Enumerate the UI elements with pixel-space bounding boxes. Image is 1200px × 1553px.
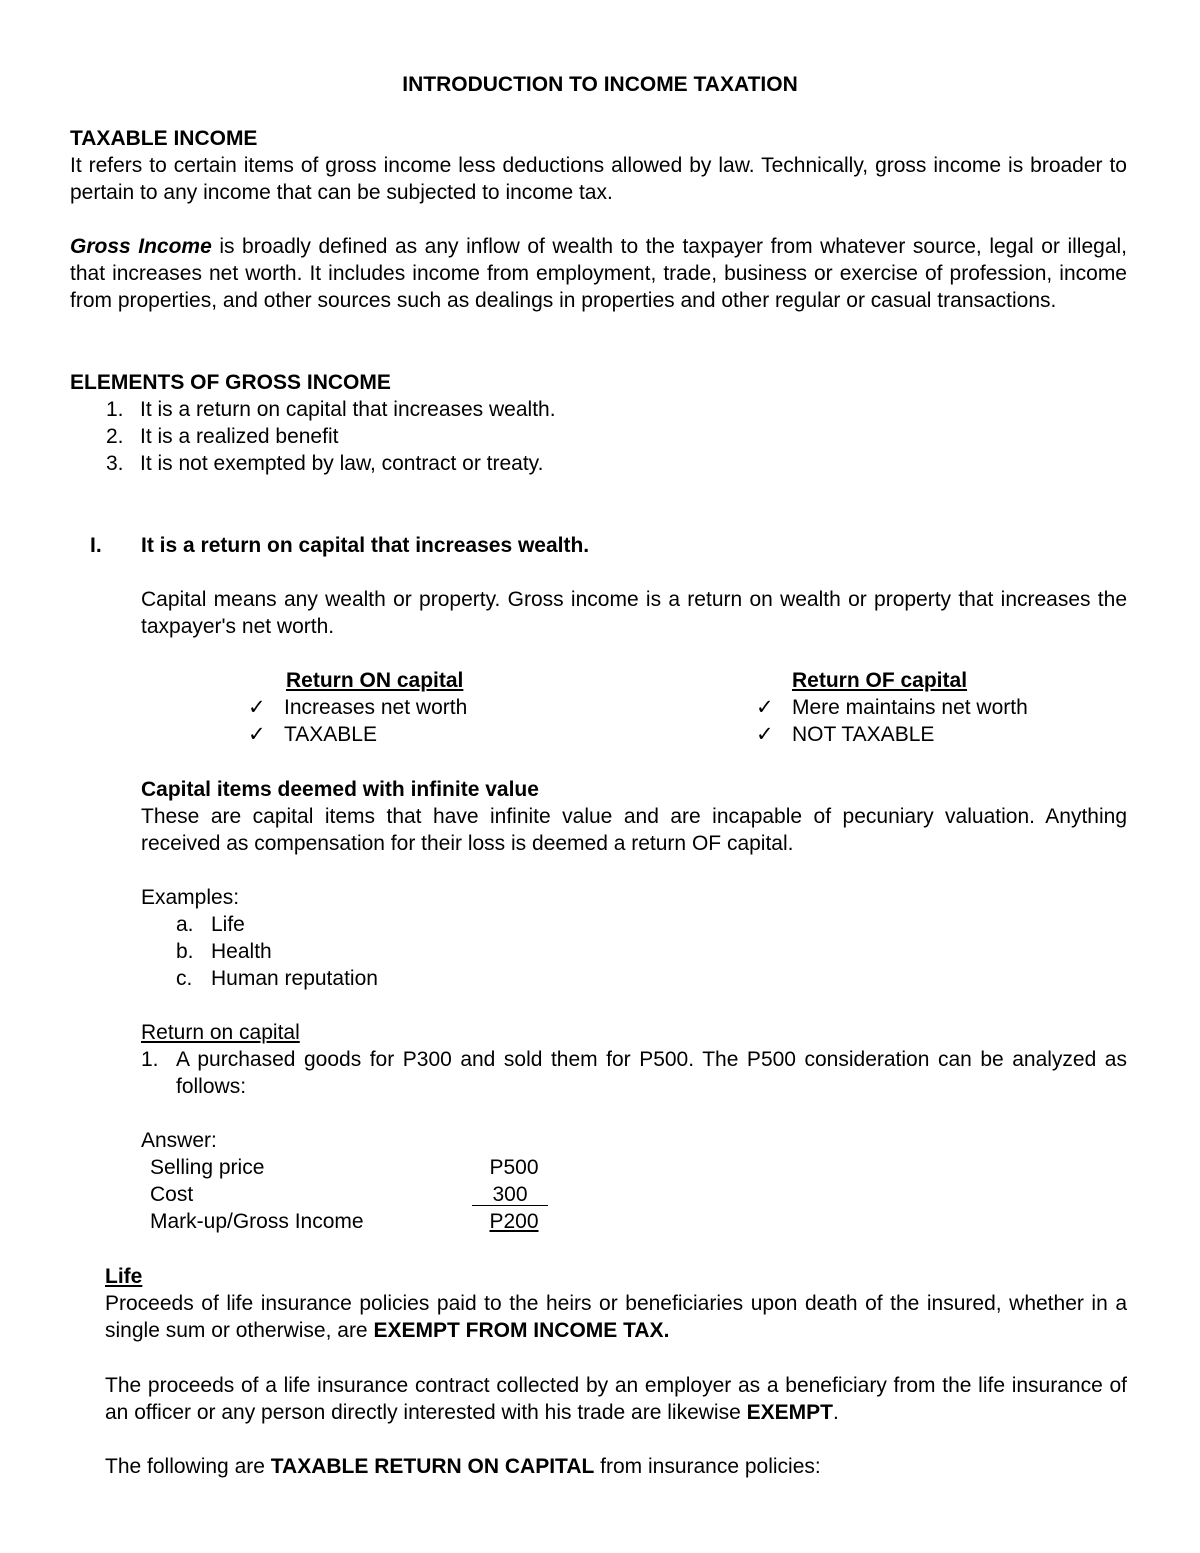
life-p2-end: . xyxy=(832,1401,839,1424)
return-on-capital-item xyxy=(141,1046,1127,1100)
row-label: Cost xyxy=(150,1183,194,1206)
return-on-heading: Return ON capital xyxy=(286,669,464,692)
list-item xyxy=(141,911,641,938)
life-p2-text: The proceeds of a life insurance contract collected by an employer as a beneficiary from the life insurance of an officer or any person directly interested with his trade are likewise xyxy=(105,1374,1127,1424)
life-paragraph-2 xyxy=(105,1372,1127,1426)
list-text: Increases net worth xyxy=(284,696,468,719)
list-text: TAXABLE xyxy=(284,723,377,746)
list-item xyxy=(141,938,641,965)
list-item xyxy=(70,396,1127,423)
row-label: Selling price xyxy=(150,1156,265,1179)
life-p3-text: The following are xyxy=(105,1455,271,1478)
list-number: 2. xyxy=(106,425,124,448)
list-letter: a. xyxy=(176,913,194,936)
return-of-heading: Return OF capital xyxy=(792,669,968,692)
list-text: It is a return on capital that increases wealth. xyxy=(140,398,556,421)
gross-income-text: is broadly defined as any inflow of wealth to the taxpayer from whatever source, legal or illegal, that increases net worth. It includes income from employment, trade, business or exercise of profession, income from properties, and other sources such as dealings in properties and other regular or casual transactions. xyxy=(70,235,1127,312)
list-item xyxy=(70,450,1127,477)
checkmark-icon: ✓ xyxy=(248,696,266,719)
life-p3-bold: TAXABLE RETURN ON CAPITAL xyxy=(270,1455,595,1478)
table-row xyxy=(141,1208,561,1235)
list-item xyxy=(248,721,628,748)
row-label: Mark-up/Gross Income xyxy=(150,1210,364,1233)
taxable-income-heading: TAXABLE INCOME xyxy=(70,127,258,150)
list-text: Human reputation xyxy=(211,967,378,990)
life-p1-bold: EXEMPT FROM INCOME TAX. xyxy=(373,1319,670,1342)
list-text: It is a realized benefit xyxy=(140,425,339,448)
infinite-value-text: These are capital items that have infinite value and are incapable of pecuniary valuation. Anything received as compensation for their loss is deemed a return OF capital. xyxy=(141,805,1127,855)
list-number: 3. xyxy=(106,452,124,475)
list-letter: b. xyxy=(176,940,194,963)
page-title: INTRODUCTION TO INCOME TAXATION xyxy=(402,73,798,96)
list-item xyxy=(70,423,1127,450)
table-row xyxy=(141,1181,561,1208)
return-on-capital-subheading: Return on capital xyxy=(141,1021,300,1044)
list-item xyxy=(141,965,641,992)
life-heading: Life xyxy=(105,1265,143,1288)
list-item xyxy=(756,721,1136,748)
row-value: P200 xyxy=(489,1210,539,1233)
list-number: 1. xyxy=(141,1048,159,1071)
gross-income-paragraph xyxy=(70,233,1127,314)
list-text: NOT TAXABLE xyxy=(792,723,935,746)
return-on-capital-column xyxy=(248,667,628,748)
list-text: It is not exempted by law, contract or treaty. xyxy=(140,452,544,475)
infinite-value-heading: Capital items deemed with infinite value xyxy=(141,778,539,801)
list-number: 1. xyxy=(106,398,124,421)
life-paragraph-1 xyxy=(105,1290,1127,1344)
checkmark-icon: ✓ xyxy=(248,723,266,746)
elements-list xyxy=(70,396,1127,477)
return-on-capital-text: A purchased goods for P300 and sold them for P500. The P500 consideration can be analyzed as follows: xyxy=(176,1048,1127,1098)
life-paragraph-3 xyxy=(105,1453,1127,1480)
table-row xyxy=(141,1154,561,1181)
row-value: 300 xyxy=(472,1181,548,1206)
checkmark-icon: ✓ xyxy=(756,723,774,746)
life-p2-bold: EXEMPT xyxy=(746,1401,833,1424)
row-value: P500 xyxy=(489,1156,539,1179)
section-heading: It is a return on capital that increases wealth. xyxy=(141,534,590,557)
examples-list xyxy=(141,911,641,992)
list-letter: c. xyxy=(176,967,193,990)
checkmark-icon: ✓ xyxy=(756,696,774,719)
elements-heading: ELEMENTS OF GROSS INCOME xyxy=(70,371,391,394)
list-text: Life xyxy=(211,913,245,936)
life-p3-end: from insurance policies: xyxy=(594,1455,821,1478)
life-p1-text: Proceeds of life insurance policies paid to the heirs or beneficiaries upon death of the insured, whether in a single sum or otherwise, are xyxy=(105,1292,1127,1342)
taxable-income-text: It refers to certain items of gross income less deductions allowed by law. Technically, gross income is broader to pertain to any income that can be subjected to income tax. xyxy=(70,154,1127,204)
list-text: Health xyxy=(211,940,272,963)
gross-income-term: Gross Income xyxy=(70,235,212,258)
list-text: Mere maintains net worth xyxy=(792,696,1028,719)
return-of-capital-column xyxy=(756,667,1136,748)
answer-table xyxy=(141,1154,561,1235)
answer-label: Answer: xyxy=(141,1129,217,1152)
capital-definition: Capital means any wealth or property. Gross income is a return on wealth or property that increases the taxpayer's net worth. xyxy=(141,588,1127,638)
list-item xyxy=(248,694,628,721)
section-numeral: I. xyxy=(90,534,102,557)
list-item xyxy=(756,694,1136,721)
examples-label: Examples: xyxy=(141,886,240,909)
